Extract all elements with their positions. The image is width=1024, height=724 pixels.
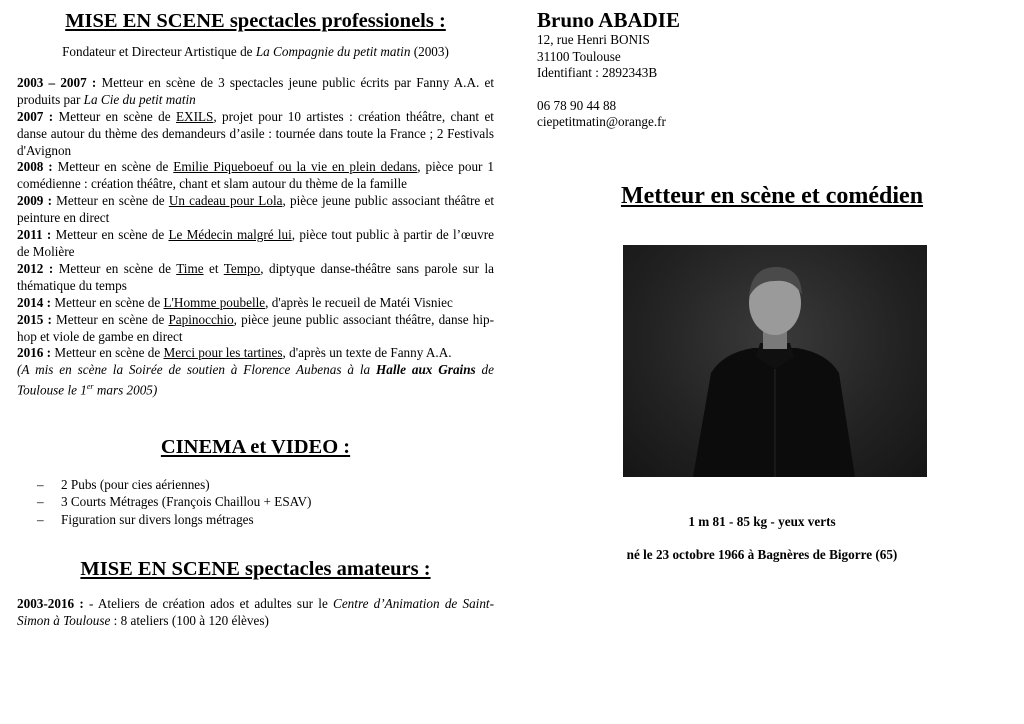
show-title: EXILS — [176, 108, 214, 124]
list-item — [37, 476, 494, 494]
phone-number: 06 78 90 44 88 — [537, 97, 617, 113]
amateur-section-title: MISE EN SCENE spectacles amateurs : — [80, 558, 431, 581]
entry-text: Metteur en scène de — [51, 345, 164, 361]
entry-text: Metteur en scène de — [51, 294, 164, 310]
entry-text: Metteur en scène de — [53, 260, 177, 276]
amateur-place: Centre d’Animation de Saint-Simon à Toulouse — [17, 596, 494, 628]
entry-company: La Cie du petit matin — [83, 91, 196, 107]
amateur-entry — [17, 596, 494, 630]
entry-2012 — [17, 261, 494, 295]
entry-2008 — [17, 159, 494, 193]
entry-year: 2009 : — [17, 193, 52, 209]
note-text: (A mis en scène la Soirée de soutien à Florence Aubenas à la — [17, 362, 376, 378]
entry-text: Metteur en scène de 3 spectacles jeune public écrits par Fanny A.A. et produits par — [17, 74, 494, 107]
note-superscript: er — [86, 382, 94, 392]
list-item — [37, 511, 494, 529]
right-column — [537, 8, 1007, 562]
entry-text: et — [203, 260, 224, 276]
entry-text: - Ateliers de création ados et adultes sur le — [83, 596, 334, 612]
portrait-photo — [623, 245, 927, 477]
entry-text: , projet pour 10 artistes : création théâtre, chant et danse autour du thème des demandeurs d’asile : tournée dans toute la France ; 2 Festivals d'Avignon — [17, 108, 494, 158]
show-title: Merci pour les tartines — [163, 345, 283, 361]
list-item-text: 3 Courts Métrages (François Chaillou + ESAV) — [61, 494, 312, 510]
dash-icon: – — [37, 476, 44, 492]
show-title: Un cadeau pour Lola — [168, 193, 283, 209]
cinema-section-title: CINEMA et VIDEO : — [160, 435, 351, 458]
entry-year: 2014 : — [17, 294, 52, 310]
pro-section-title: MISE EN SCENE spectacles professionels : — [65, 10, 446, 32]
measurements: 1 m 81 - 85 kg - yeux verts — [688, 514, 836, 529]
entry-year: 2012 : — [17, 260, 54, 276]
entry-year: 2007 : — [17, 108, 54, 124]
entry-year: 2015 : — [17, 311, 52, 327]
founder-line — [17, 44, 494, 61]
show-title: Time — [176, 260, 204, 276]
entry-text: , pièce jeune public associant théâtre, danse hip-hop et viole de gambe en direct — [17, 311, 494, 344]
note-venue: Halle aux Grains — [375, 362, 476, 378]
list-item — [37, 493, 494, 511]
dash-icon: – — [37, 511, 44, 527]
note-text: mars 2005) — [93, 382, 158, 398]
entry-text: Metteur en scène de — [53, 108, 176, 124]
entry-2003 — [17, 75, 494, 109]
founder-company: La Compagnie du petit matin — [255, 44, 411, 59]
entry-2015 — [17, 312, 494, 346]
show-title: Le Médecin malgré lui — [168, 227, 292, 243]
identifiant: Identifiant : 2892343B — [537, 65, 658, 80]
entry-2014 — [17, 295, 494, 312]
entry-text: , d'après un texte de Fanny A.A. — [282, 345, 452, 361]
entry-year: 2016 : — [17, 345, 52, 361]
role-title: Metteur en scène et comédien — [620, 183, 924, 209]
entry-text: Metteur en scène de — [51, 193, 169, 209]
entry-text: : 8 ateliers (100 à 120 élèves) — [110, 612, 269, 628]
entry-year: 2011 : — [17, 227, 52, 243]
birth-info: né le 23 octobre 1966 à Bagnères de Bigorre (65) — [626, 547, 898, 562]
person-name: Bruno ABADIE — [537, 8, 680, 32]
entry-text: Metteur en scène de — [51, 227, 169, 243]
entry-text: , d'après le recueil de Matéi Visniec — [265, 294, 453, 310]
left-column — [17, 8, 494, 630]
dash-icon: – — [37, 494, 44, 510]
founder-year: (2003) — [410, 44, 449, 59]
address-line-1: 12, rue Henri BONIS — [537, 32, 650, 47]
email-address: ciepetitmatin@orange.fr — [537, 114, 666, 129]
entry-year: 2008 : — [17, 159, 53, 175]
entry-2011 — [17, 227, 494, 261]
entry-2016 — [17, 345, 494, 362]
entry-text: , diptyque danse-théâtre sans parole sur la thématique du temps — [17, 260, 494, 293]
entry-2007 — [17, 109, 494, 160]
show-title: Emilie Piqueboeuf ou la vie en plein dedans — [173, 159, 418, 175]
cinema-list — [17, 476, 494, 529]
entry-year: 2003 – 2007 : — [17, 74, 97, 90]
aubenas-note — [17, 362, 494, 399]
list-item-text: Figuration sur divers longs métrages — [61, 511, 254, 527]
entry-year: 2003-2016 : — [17, 596, 84, 612]
show-title: Papinocchio — [168, 311, 234, 327]
show-title: L'Homme poubelle — [163, 294, 266, 310]
note-text: de Toulouse le 1 — [17, 362, 495, 398]
address-line-2: 31100 Toulouse — [537, 48, 621, 64]
entry-text: , pièce jeune public associant théâtre et peinture en direct — [17, 193, 494, 226]
entry-text: , pièce tout public à partir de l’œuvre de Molière — [17, 227, 494, 259]
show-title: Tempo — [223, 260, 261, 276]
portrait-figure — [623, 245, 927, 477]
founder-prefix: Fondateur et Directeur Artistique de — [62, 44, 256, 59]
entry-2009 — [17, 193, 494, 227]
entry-text: , pièce pour 1 comédienne : création théâtre, chant et slam autour du thème de la famille — [17, 159, 494, 192]
list-item-text: 2 Pubs (pour cies aériennes) — [61, 476, 210, 492]
entry-text: Metteur en scène de — [51, 311, 169, 327]
entry-text: Metteur en scène de — [52, 159, 174, 175]
